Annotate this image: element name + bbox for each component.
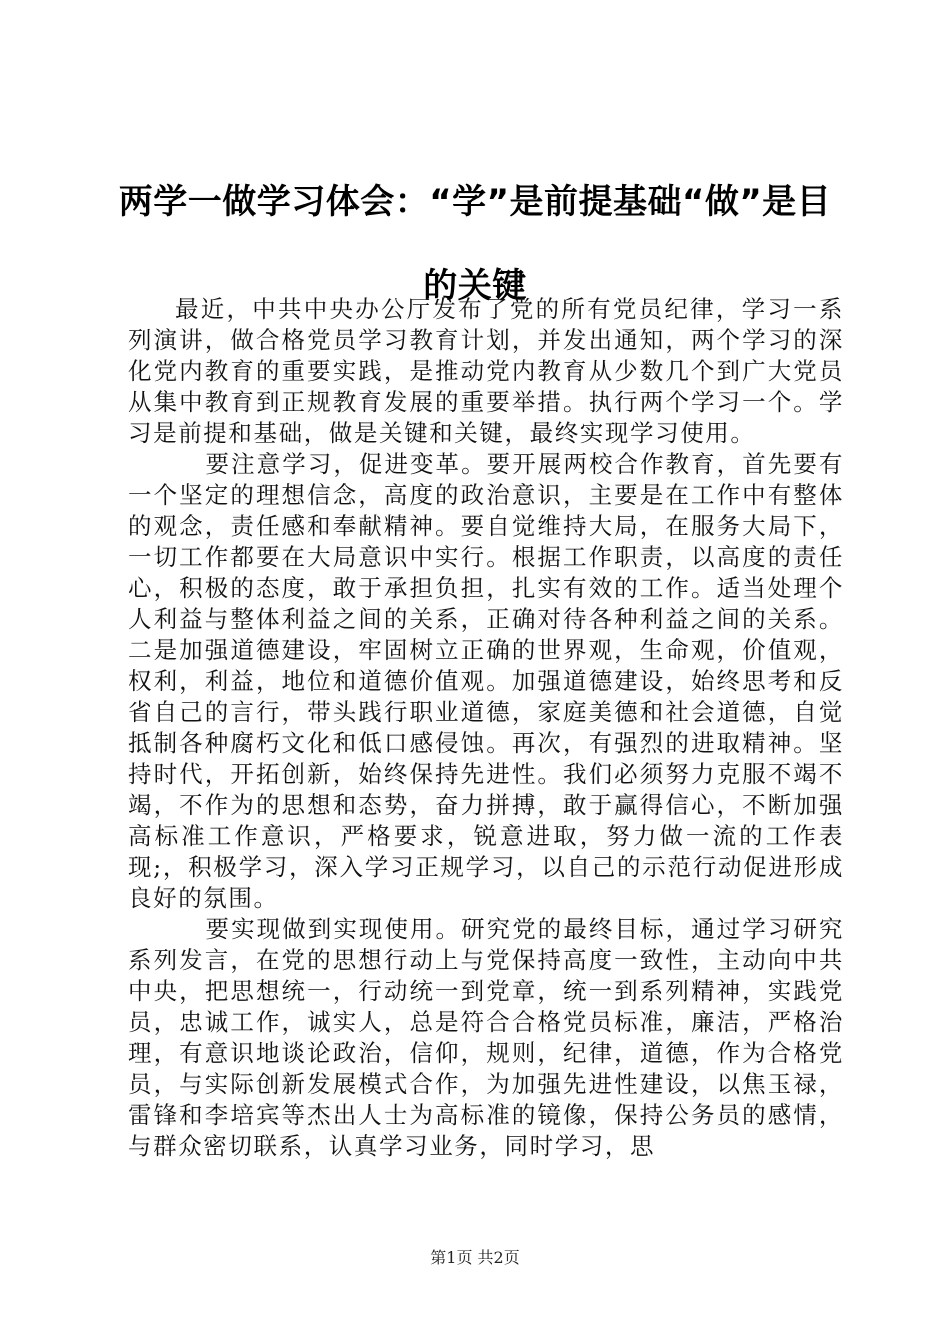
paragraph-2: 要注意学习，促进变革。要开展两校合作教育，首先要有一个坚定的理想信念，高度的政治意识，主要是在工作中有整体的观念，责任感和奉献精神。要自觉维持大局，在服务大局下，一切工作都要在大局意识中实行。根据工作职责，以高度的责任心，积极的态度，敢于承担负担，扎实有效的工作。适当处理个人利益与整体利益之间的关系，正确对待各种利益之间的关系。二是加强道德建设，牢固树立正确的世界观，生命观，价值观，权利，利益，地位和道德价值观。加强道德建设，始终思考和反省自己的言行，带头践行职业道德，家庭美德和社会道德，自觉抵制各种腐朽文化和低口感侵蚀。再次，有强烈的进取精神。坚持时代，开拓创新，始终保持先进性。我们必须努力克服不竭不竭，不作为的思想和态势，奋力拼搏，敢于赢得信心，不断加强高标准工作意识，严格要求，锐意进取，努力做一流的工作表现;，积极学习，深入学习正规学习，以自己的示范行动促进形成良好的氛围。 (128, 450, 844, 912)
document-body (128, 294, 844, 1162)
document-title: 两学一做学习体会：“学”是前提基础“做”是目的关键 (118, 182, 832, 306)
paragraph-1: 最近，中共中央办公厅发布了党的所有党员纪律，学习一系列演讲，做合格党员学习教育计划，并发出通知，两个学习的深化党内教育的重要实践，是推动党内教育从少数几个到广大党员从集中教育到正规教育发展的重要举措。执行两个学习一个。学习是前提和基础，做是关键和关键，最终实现学习使用。 (128, 295, 844, 447)
page-footer: 第1页 共2页 (430, 1248, 520, 1267)
paragraph-3: 要实现做到实现使用。研究党的最终目标，通过学习研究系列发言，在党的思想行动上与党保持高度一致性，主动向中共中央，把思想统一，行动统一到党章，统一到系列精神，实践党员，忠诚工作，诚实人，总是符合合格党员标准，廉洁，严格治理，有意识地谈论政治，信仰，规则，纪律，道德，作为合格党员，与实际创新发展模式合作，为加强先进性建设，以焦玉禄，雷锋和李培宾等杰出人士为高标准的镜像，保持公务员的感情，与群众密切联系，认真学习业务，同时学习，思 (128, 915, 844, 1160)
